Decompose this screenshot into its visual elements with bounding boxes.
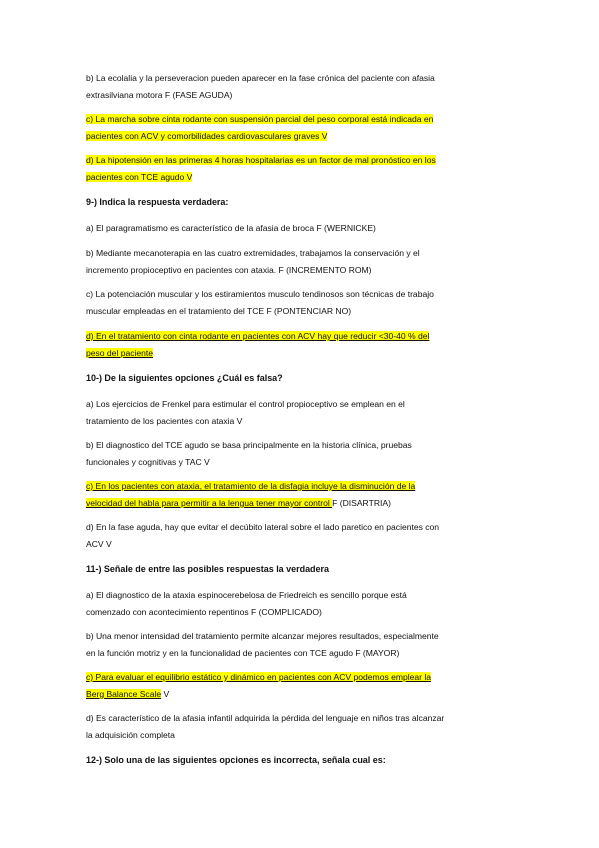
highlighted-text: pacientes con ACV y comorbilidades cardiovasculares graves V xyxy=(86,131,328,141)
highlighted-text: d) En el tratamiento con cinta rodante en pacientes con ACV hay que reducir <30-40 % del xyxy=(86,331,430,341)
text-line: c) La potenciación muscular y los estiramientos musculo tendinosos son técnicas de trabajo xyxy=(86,289,434,299)
option-b-mecanoterapia xyxy=(86,245,516,279)
text-line: tratamiento de los pacientes con ataxia V xyxy=(86,416,243,426)
text-line: d) Es característico de la afasia infantil adquirida la pérdida del lenguaje en niños tras alcanzar xyxy=(86,713,445,723)
option-c-berg xyxy=(86,669,516,703)
option-a-paragramatismo xyxy=(86,220,516,237)
highlighted-text: velocidad del habla para permitir a la lengua tener mayor control xyxy=(86,498,333,508)
question-9: 9-) Indica la respuesta verdadera: xyxy=(86,197,229,207)
question-11: 11-) Señale de entre las posibles respuestas la verdadera xyxy=(86,564,329,574)
text-line: funcionales y cognitivas y TAC V xyxy=(86,457,210,467)
text-line: F (DISARTRIA) xyxy=(332,498,391,508)
text-line: a) El diagnostico de la ataxia espinocerebelosa de Friedreich es sencillo porque está xyxy=(86,590,407,600)
text-line: a) Los ejercicios de Frenkel para estimular el control propioceptivo se emplean en el xyxy=(86,399,405,409)
text-line: la adquisición completa xyxy=(86,730,175,740)
text-line: extrasilviana motora F (FASE AGUDA) xyxy=(86,90,233,100)
text-line: d) En la fase aguda, hay que evitar el decúbito lateral sobre el lado paretico en pacientes con xyxy=(86,522,440,532)
text-line: b) Mediante mecanoterapia en las cuatro extremidades, trabajamos la conservación y el xyxy=(86,248,420,258)
option-c-potenciacion xyxy=(86,286,516,320)
text-line: b) La ecolalia y la perseveracion pueden aparecer en la fase crónica del paciente con afasia xyxy=(86,73,435,83)
option-d-cinta-rodante xyxy=(86,328,516,362)
option-a-frenkel xyxy=(86,396,516,430)
option-c-disfagia xyxy=(86,478,516,512)
text-line: incremento propioceptivo en pacientes con ataxia. F (INCREMENTO ROM) xyxy=(86,265,372,275)
text-line: V xyxy=(161,689,170,699)
highlighted-text: pacientes con TCE agudo V xyxy=(86,172,193,182)
highlighted-text: c) En los pacientes con ataxia, el tratamiento de la disfagia incluye la disminución de la xyxy=(86,481,416,491)
text-line: ACV V xyxy=(86,539,112,549)
highlighted-text: d) La hipotensión en las primeras 4 horas hospitalarias es un factor de mal pronóstico en los xyxy=(86,155,436,165)
option-d-afasia-infantil xyxy=(86,710,516,744)
question-10: 10-) De la siguientes opciones ¿Cuál es falsa? xyxy=(86,373,283,383)
option-b-intensidad xyxy=(86,628,516,662)
option-d-decubito xyxy=(86,519,516,553)
text-line: comenzado con acontecimiento repentinos F (COMPLICADO) xyxy=(86,607,322,617)
option-d-hipotension xyxy=(86,152,516,186)
highlighted-text: c) Para evaluar el equilibrio estático y dinámico en pacientes con ACV podemos emplear la xyxy=(86,672,432,682)
highlighted-text: Berg Balance Scale xyxy=(86,689,162,699)
text-line: b) Una menor intensidad del tratamiento permite alcanzar mejores resultados, especialmente xyxy=(86,631,439,641)
text-line: en la función motriz y en la funcionalidad de pacientes con TCE agudo F (MAYOR) xyxy=(86,648,400,658)
option-b-ecolalia xyxy=(86,70,516,104)
text-line: muscular empleadas en el tratamiento del TCE F (PONTENCIAR NO) xyxy=(86,306,352,316)
option-a-friedreich xyxy=(86,587,516,621)
option-b-diagnostico-tce xyxy=(86,437,516,471)
question-12: 12-) Solo una de las siguientes opciones es incorrecta, señala cual es: xyxy=(86,755,386,765)
text-line: b) El diagnostico del TCE agudo se basa principalmente en la historia clínica, pruebas xyxy=(86,440,412,450)
highlighted-text: c) La marcha sobre cinta rodante con suspensión parcial del peso corporal está indicada en xyxy=(86,114,434,124)
text-line: a) El paragramatismo es característico de la afasia de broca F (WERNICKE) xyxy=(86,223,376,233)
option-c-cinta-rodante xyxy=(86,111,516,145)
highlighted-text: peso del paciente xyxy=(86,348,154,358)
